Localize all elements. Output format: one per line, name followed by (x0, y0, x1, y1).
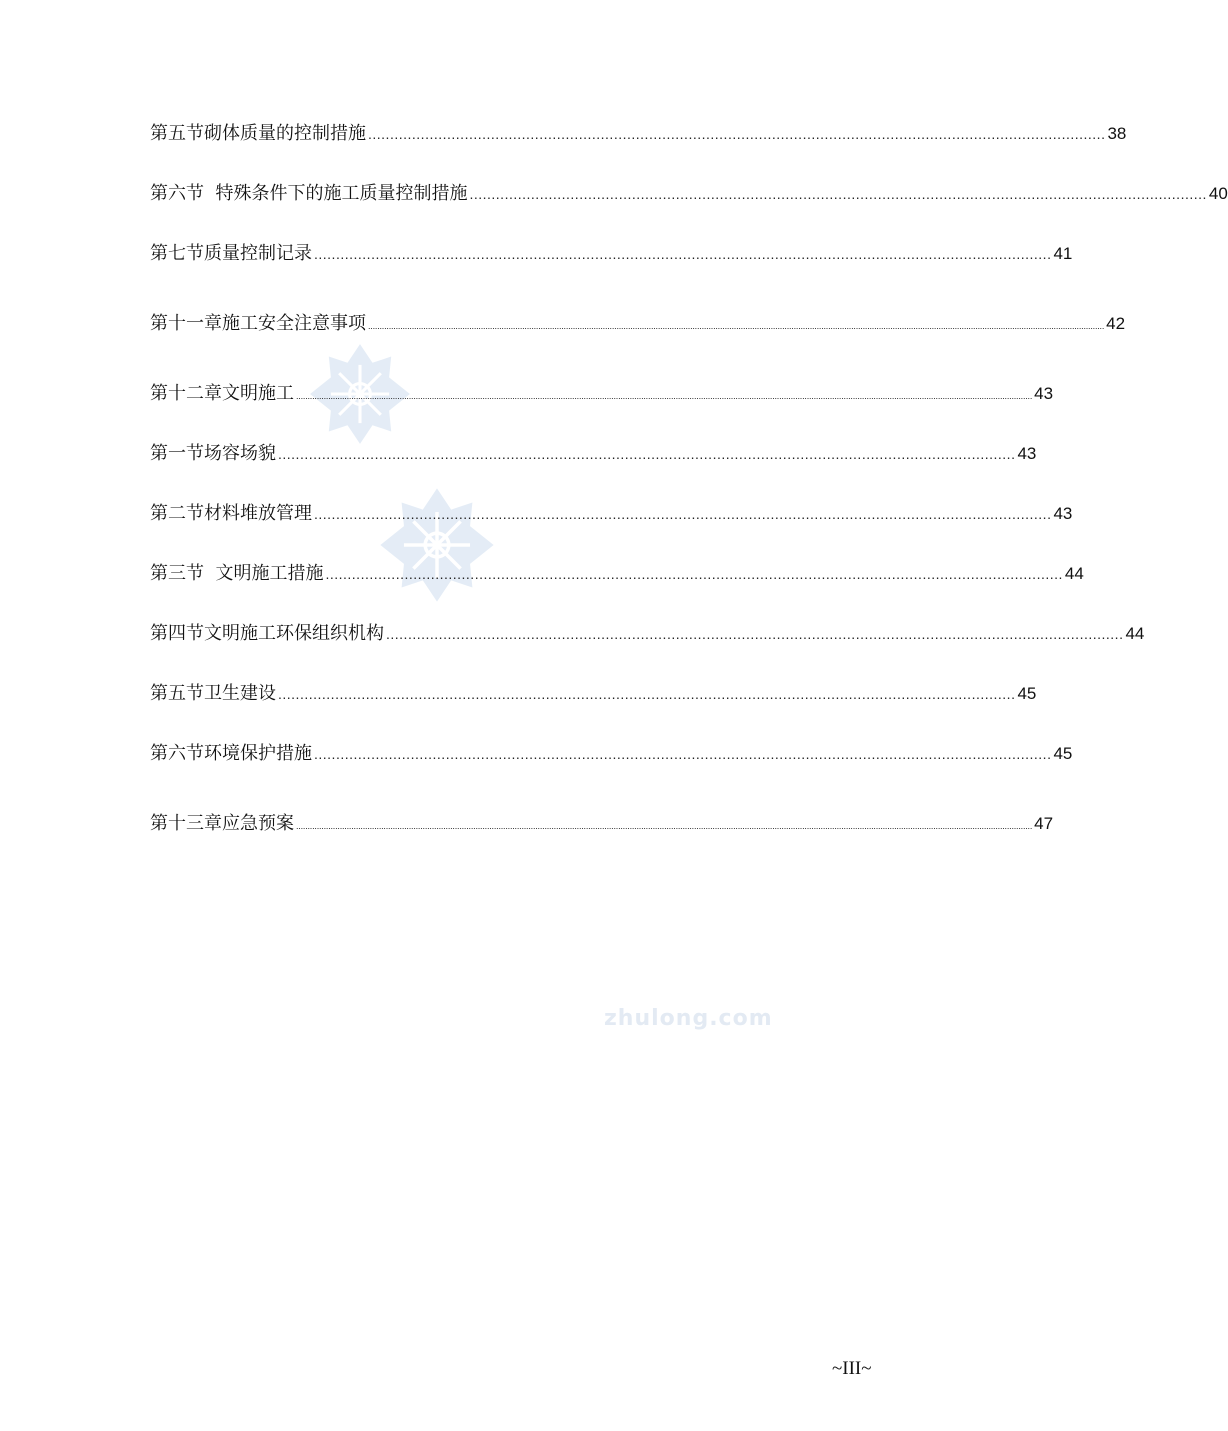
toc-dot-leader: ................................................................................................................................................................................................................................................................................................................................ (296, 391, 1033, 401)
toc-entry-title: 第四节文明施工环保组织机构 (150, 623, 384, 644)
toc-entry[interactable] (150, 119, 1127, 149)
toc-entry-page: 43 (1053, 504, 1073, 523)
toc-entry-title: 第十三章应急预案 (150, 813, 294, 834)
toc-entry-page: 38 (1107, 124, 1127, 143)
watermark-text: zhulong.com (604, 1006, 773, 1031)
toc-entry-page: 44 (1064, 564, 1084, 583)
toc-entry-title: 第七节质量控制记录 (150, 243, 312, 264)
toc-entry-title: 第五节砌体质量的控制措施 (150, 123, 366, 144)
page-number: ~III~ (832, 1358, 872, 1379)
toc-entry-title: 第十二章文明施工 (150, 383, 294, 404)
toc-dot-leader: ........................................................................................................................................................................ (278, 446, 1016, 462)
toc-dot-leader: ........................................................................................................................................................................ (314, 246, 1052, 262)
toc-dot-leader: ........................................................................................................................................................................ (368, 126, 1106, 142)
toc-entry-title: 第六节环境保护措施 (150, 743, 312, 764)
toc-entry-title: 第十一章施工安全注意事项 (150, 313, 366, 334)
toc-entry[interactable] (150, 559, 1084, 589)
toc-entry-page: 45 (1017, 684, 1037, 703)
toc-entry[interactable] (150, 809, 1054, 839)
toc-entry-page: 44 (1125, 624, 1145, 643)
toc-entry-page: 43 (1017, 444, 1037, 463)
toc-entry-title: 第五节卫生建设 (150, 683, 276, 704)
toc-entry[interactable] (150, 499, 1073, 529)
toc-dot-leader: ........................................................................................................................................................................ (314, 506, 1052, 522)
toc-entry[interactable] (150, 309, 1126, 339)
toc-entry[interactable] (150, 439, 1037, 469)
toc-entry[interactable] (150, 179, 1228, 209)
toc-dot-leader: ........................................................................................................................................................................ (386, 626, 1124, 642)
toc-entry-page: 43 (1034, 384, 1054, 403)
toc-entry[interactable] (150, 239, 1073, 269)
toc-dot-leader: ........................................................................................................................................................................ (278, 686, 1016, 702)
toc-entry[interactable] (150, 619, 1145, 649)
toc-entry[interactable] (150, 739, 1073, 769)
toc-entry-title: 第二节材料堆放管理 (150, 503, 312, 524)
toc-entry-page: 45 (1053, 744, 1073, 763)
toc-dot-leader: ................................................................................................................................................................................................................................................................................................................................ (296, 821, 1033, 831)
toc-entry-title: 第一节场容场貌 (150, 443, 276, 464)
toc-entry-title: 第三节 文明施工措施 (150, 563, 324, 584)
toc-entry[interactable] (150, 379, 1054, 409)
toc-dot-leader: ........................................................................................................................................................................ (469, 186, 1207, 202)
toc-entry[interactable] (150, 679, 1037, 709)
toc-entry-page: 41 (1053, 244, 1073, 263)
toc-dot-leader: ........................................................................................................................................................................ (314, 746, 1052, 762)
toc-dot-leader: ................................................................................................................................................................................................................................................................................................................................ (368, 321, 1105, 331)
toc-dot-leader: ........................................................................................................................................................................ (325, 566, 1063, 582)
toc-entry-title: 第六节 特殊条件下的施工质量控制措施 (150, 183, 468, 204)
toc-entry-page: 40 (1208, 184, 1228, 203)
toc-entry-page: 42 (1106, 314, 1126, 333)
toc-entry-page: 47 (1034, 814, 1054, 833)
